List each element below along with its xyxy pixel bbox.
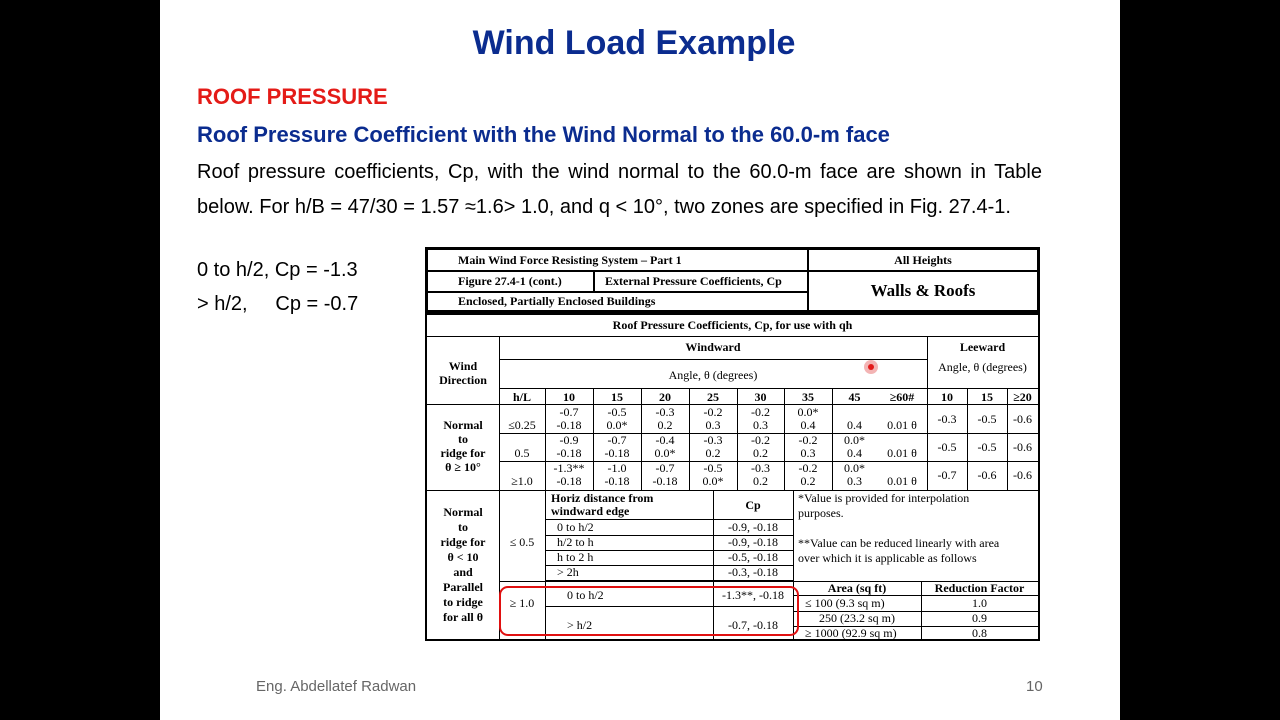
normal-ridge-label: θ ≥ 10°	[445, 460, 481, 474]
cp-value: 0.0*	[844, 433, 865, 447]
slide	[160, 0, 1120, 720]
leeward-value: -0.6	[1013, 468, 1032, 482]
column-header: 30	[754, 390, 767, 404]
leeward-value: -0.6	[977, 468, 997, 482]
leeward-value: -0.7	[937, 468, 957, 482]
cp-value: -0.5	[703, 461, 723, 475]
cp-value: 0.4	[847, 446, 862, 460]
normal-parallel-label: Normal	[443, 505, 483, 519]
system-label: Main Wind Force Resisting System – Part 1	[427, 249, 808, 271]
cp-header: Cp	[745, 498, 761, 512]
note-text: **Value can be reduced linearly with area	[798, 536, 1000, 550]
cp-value: -1.0	[607, 461, 627, 475]
normal-ridge-label: to	[458, 432, 468, 446]
horiz-distance: h/2 to h	[557, 535, 594, 549]
cp-value: 0.2	[657, 418, 673, 432]
table-title: Roof Pressure Coefficients, Cp, for use with qh	[612, 318, 853, 332]
figure-header	[425, 247, 1040, 313]
column-header: 45	[848, 390, 861, 404]
zone-line-1: 0 to h/2, Cp = -1.3	[197, 259, 358, 281]
cp-value: -0.2	[751, 433, 770, 447]
horiz-distance: 0 to h/2	[557, 520, 594, 534]
normal-ridge-label: Normal	[443, 418, 483, 432]
cp-value: -0.2	[751, 405, 770, 419]
column-header: 20	[659, 390, 671, 404]
reduction-header: Reduction Factor	[934, 581, 1025, 595]
figure-label: Figure 27.4-1 (cont.)	[427, 271, 594, 292]
cp-value: -0.3	[703, 433, 723, 447]
leeward-header: Leeward	[959, 340, 1006, 354]
horiz-distance: > h/2	[567, 618, 593, 632]
cp-value: 0.3	[753, 418, 768, 432]
ext-pressure-label: External Pressure Coefficients, Cp	[594, 271, 808, 292]
cp-value: 0.01 θ	[887, 474, 917, 488]
heights-label: All Heights	[808, 249, 1038, 271]
cp-value: 0.4	[800, 418, 816, 432]
horiz-cp: -0.5, -0.18	[728, 550, 778, 564]
cp-value: -0.3	[655, 405, 675, 419]
grid-line	[427, 336, 1038, 337]
leeward-value: -0.5	[977, 412, 997, 426]
column-header: 15	[611, 390, 623, 404]
horiz-cp: -0.9, -0.18	[728, 535, 778, 549]
column-header: 25	[707, 390, 719, 404]
cp-value: -0.2	[798, 433, 818, 447]
hl-value: ≤0.25	[508, 418, 536, 432]
cp-value: 0.2	[800, 474, 816, 488]
cp-value: 0.0*	[702, 474, 724, 488]
cp-value: -0.18	[556, 474, 582, 488]
cp-value: -0.9	[559, 433, 579, 447]
horiz-distance-header: Horiz distance from	[551, 491, 654, 505]
cp-value: 0.0*	[797, 405, 819, 419]
grid-line	[427, 404, 1038, 405]
leeward-value: -0.6	[1013, 440, 1032, 454]
normal-parallel-label: for all θ	[442, 610, 484, 624]
subtitle: Roof Pressure Coefficient with the Wind Normal to the 60.0-m face	[197, 122, 890, 147]
normal-parallel-label: to ridge	[443, 595, 483, 609]
section-heading: ROOF PRESSURE	[197, 84, 388, 109]
cp-value: 0.0*	[844, 461, 865, 475]
column-header: ≥60#	[889, 390, 915, 404]
cp-value: -0.2	[703, 405, 723, 419]
cp-value: -0.18	[556, 446, 582, 460]
leeward-value: -0.5	[937, 440, 957, 454]
column-header: 15	[981, 390, 993, 404]
column-header: 35	[802, 390, 814, 404]
wind-direction-label: Wind	[448, 359, 478, 373]
cp-value: 0.2	[705, 446, 721, 460]
normal-ridge-label: ridge for	[440, 446, 486, 460]
horiz-distance-header: windward edge	[551, 504, 630, 518]
column-header: h/L	[512, 390, 531, 404]
normal-parallel-label: and	[453, 565, 473, 579]
column-header: ≥20	[1013, 390, 1032, 404]
cp-value: 0.01 θ	[887, 418, 917, 432]
horiz-distance: > 2h	[557, 565, 579, 579]
note-text: over which it is applicable as follows	[798, 551, 977, 565]
enclosed-label: Enclosed, Partially Enclosed Buildings	[427, 292, 808, 311]
reduction-value: 0.9	[972, 611, 987, 625]
cp-value: -0.18	[556, 418, 582, 432]
cp-value: 0.2	[753, 446, 768, 460]
cp-value: 0.4	[847, 418, 862, 432]
angle-leeward: Angle, θ (degrees)	[938, 360, 1027, 374]
roof-pressure-table	[425, 313, 1040, 641]
normal-parallel-label: Parallel	[443, 580, 483, 594]
area-value: ≥ 1000 (92.9 sq m)	[805, 626, 897, 640]
zone-line-2: > h/2, Cp = -0.7	[197, 293, 359, 315]
leeward-value: -0.3	[937, 412, 957, 426]
cp-value: 0.3	[705, 418, 721, 432]
slide-title: Wind Load Example	[472, 24, 796, 62]
highlight-box	[499, 586, 799, 636]
column-header: 10	[563, 390, 575, 404]
cp-value: -1.3**	[553, 461, 585, 475]
normal-parallel-label: ridge for	[440, 535, 486, 549]
wind-direction-label: Direction	[439, 373, 487, 387]
cp-value: 0.2	[753, 474, 768, 488]
horiz-cp: -0.3, -0.18	[728, 565, 778, 579]
hl-value: ≥1.0	[511, 474, 533, 488]
cp-value: -0.3	[751, 461, 770, 475]
area-value: ≤ 100 (9.3 sq m)	[805, 596, 885, 610]
cp-value: 0.0*	[606, 418, 628, 432]
horiz-cp: -0.9, -0.18	[728, 520, 778, 534]
grid-line	[499, 359, 927, 360]
note-text: purposes.	[798, 506, 844, 520]
cp-value: -0.2	[798, 461, 818, 475]
cp-value: 0.0*	[654, 446, 676, 460]
cp-value: -0.7	[655, 461, 675, 475]
reduction-value: 0.8	[972, 626, 987, 640]
cp-value: -0.7	[607, 433, 627, 447]
horiz-distance: 0 to h/2	[567, 588, 604, 602]
area-value: 250 (23.2 sq m)	[819, 611, 895, 625]
normal-parallel-label: to	[458, 520, 468, 534]
hl-le-05: ≤ 0.5	[509, 535, 535, 549]
horiz-cp: -1.3**, -0.18	[722, 588, 784, 602]
windward-header: Windward	[685, 340, 741, 354]
leeward-value: -0.5	[977, 440, 997, 454]
footer-author: Eng. Abdellatef Radwan	[256, 678, 417, 695]
cp-value: 0.3	[847, 474, 862, 488]
area-header: Area (sq ft)	[827, 581, 887, 595]
cp-value: -0.7	[559, 405, 579, 419]
pointer-cursor	[864, 360, 878, 374]
leeward-value: -0.6	[1013, 412, 1032, 426]
page-number: 10	[1026, 678, 1043, 695]
hl-ge-10: ≥ 1.0	[509, 596, 535, 610]
cp-value: -0.18	[604, 446, 630, 460]
cp-value: -0.18	[604, 474, 630, 488]
cp-value: 0.01 θ	[887, 446, 917, 460]
horiz-cp: -0.7, -0.18	[728, 618, 778, 632]
horiz-distance: h to 2 h	[557, 550, 594, 564]
grid-line	[499, 388, 1038, 389]
cp-value: -0.5	[607, 405, 627, 419]
note-text: *Value is provided for interpolation	[798, 491, 970, 505]
angle-windward: Angle, θ (degrees)	[668, 368, 758, 382]
cp-value: -0.18	[652, 474, 678, 488]
column-header: 10	[941, 390, 953, 404]
walls-roofs-label: Walls & Roofs	[808, 271, 1038, 311]
hl-value: 0.5	[514, 446, 530, 460]
cp-value: 0.3	[800, 446, 816, 460]
body-paragraph: Roof pressure coefficients, Cp, with the wind normal to the 60.0-m face are shown in Table below. For h/B = 47/30 = 1.57 ≈1.6> 1.0, and q < 10°, two zones are specified in Fig. 27.4-1.	[197, 161, 1042, 218]
normal-parallel-label: θ < 10	[447, 550, 479, 564]
cp-value: -0.4	[655, 433, 675, 447]
reduction-value: 1.0	[972, 596, 987, 610]
grid-line	[499, 336, 500, 490]
